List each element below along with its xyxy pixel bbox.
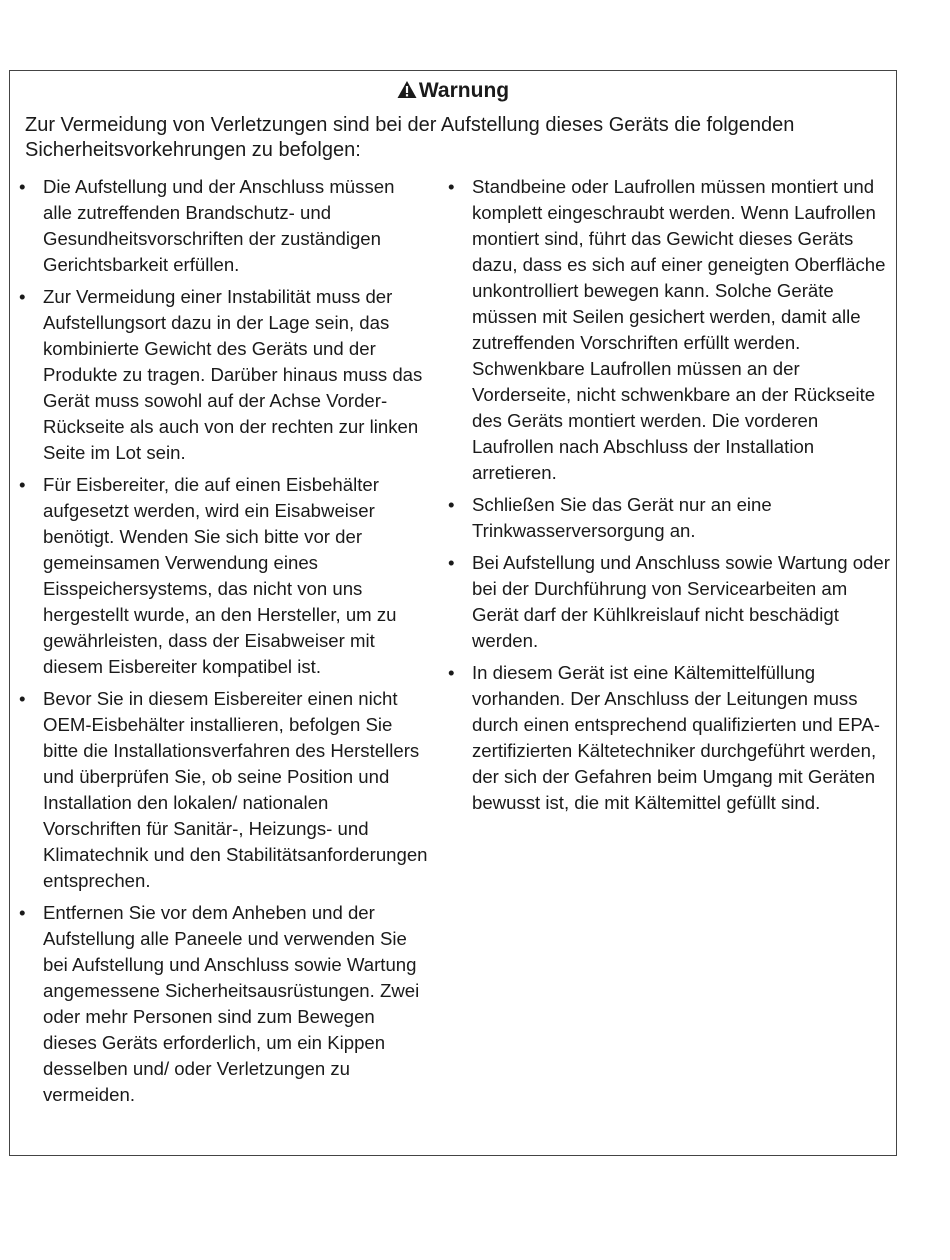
list-item <box>15 174 428 278</box>
bullet: • <box>19 176 26 197</box>
warning-title <box>10 77 896 105</box>
bullet: • <box>448 552 455 573</box>
list-item <box>444 174 894 486</box>
bullet: • <box>19 902 26 923</box>
bullet: • <box>19 688 26 709</box>
list-item-text: Standbeine oder Laufrollen müssen montiert und komplett eingeschraubt werden. Wenn Laufrollen montiert sind, führt das Gewicht dieses Geräts dazu, dass es sich auf einer geneigten Oberfläche unkontrolliert bewegen kann. Solche Geräte müssen mit Seilen gesichert werden, damit alle zutreffenden Vorschriften erfüllt werden. Schwenkbare Laufrollen müssen an der Vorderseite, nicht schwenkbare an der Rückseite des Geräts montiert werden. Die vorderen Laufrollen nach Abschluss der Installation arretieren. <box>472 176 886 483</box>
list-item <box>444 492 894 544</box>
list-item-text: In diesem Gerät ist eine Kältemittelfüllung vorhanden. Der Anschluss der Leitungen muss durch einen entsprechend qualifizierten und EPA-zertifizierten Kältetechniker durchgeführt werden, der sich der Gefahren beim Umgang mit Geräten bewusst ist, die mit Kältemittel gefüllt sind. <box>472 662 880 813</box>
bullet: • <box>19 286 26 307</box>
warning-title-text: Warnung <box>418 79 510 102</box>
list-item <box>444 660 894 816</box>
left-column-list <box>15 174 428 1114</box>
bullet: • <box>19 474 26 495</box>
list-item-text: Schließen Sie das Gerät nur an eine Trinkwasserversorgung an. <box>472 494 772 541</box>
warning-box <box>9 70 897 1156</box>
list-item <box>15 284 428 466</box>
bullet: • <box>448 176 455 197</box>
warning-triangle-icon <box>397 80 417 99</box>
list-item-text: Zur Vermeidung einer Instabilität muss der Aufstellungsort dazu in der Lage sein, das kombinierte Gewicht des Geräts und der Produkte zu tragen. Darüber hinaus muss das Gerät muss sowohl auf der Achse Vorder-Rückseite als auch von der rechten zur linken Seite im Lot sein. <box>43 286 423 463</box>
list-item-text: Für Eisbereiter, die auf einen Eisbehälter aufgesetzt werden, wird ein Eisabweiser benötigt. Wenden Sie sich bitte vor der gemeinsamen Verwendung eines Eisspeichersystems, das nicht von uns hergestellt wurde, an den Hersteller, um zu gewährleisten, dass der Eisabweiser mit diesem Eisbereiter kompatibel ist. <box>43 474 397 677</box>
warning-intro: Zur Vermeidung von Verletzungen sind bei der Aufstellung dieses Geräts die folgenden Sicherheitsvorkehrungen zu befolgen: <box>25 114 795 161</box>
list-item-text: Die Aufstellung und der Anschluss müssen alle zutreffenden Brandschutz- und Gesundheitsvorschriften der zuständigen Gerichtsbarkeit erfüllen. <box>43 176 395 275</box>
bullet: • <box>448 494 455 515</box>
list-item-text: Bevor Sie in diesem Eisbereiter einen nicht OEM-Eisbehälter installieren, befolgen Sie bitte die Installationsverfahren des Herstellers und überprüfen Sie, ob seine Position und Installation den lokalen/ nationalen Vorschriften für Sanitär-, Heizungs- und Klimatechnik und den Stabilitätsanforderungen entsprechen. <box>43 688 428 891</box>
bullet: • <box>448 662 455 683</box>
list-item <box>444 550 894 654</box>
list-item <box>15 900 428 1108</box>
list-item-text: Bei Aufstellung und Anschluss sowie Wartung oder bei der Durchführung von Servicearbeiten am Gerät darf der Kühlkreislauf nicht beschädigt werden. <box>472 552 890 651</box>
list-item <box>15 686 428 894</box>
list-item-text: Entfernen Sie vor dem Anheben und der Aufstellung alle Paneele und verwenden Sie bei Aufstellung und Anschluss sowie Wartung angemessene Sicherheitsausrüstungen. Zwei oder mehr Personen sind zum Bewegen dieses Geräts erforderlich, um ein Kippen desselben und/ oder Verletzungen zu vermeiden. <box>43 902 420 1105</box>
right-column-list <box>444 174 894 822</box>
list-item <box>15 472 428 680</box>
